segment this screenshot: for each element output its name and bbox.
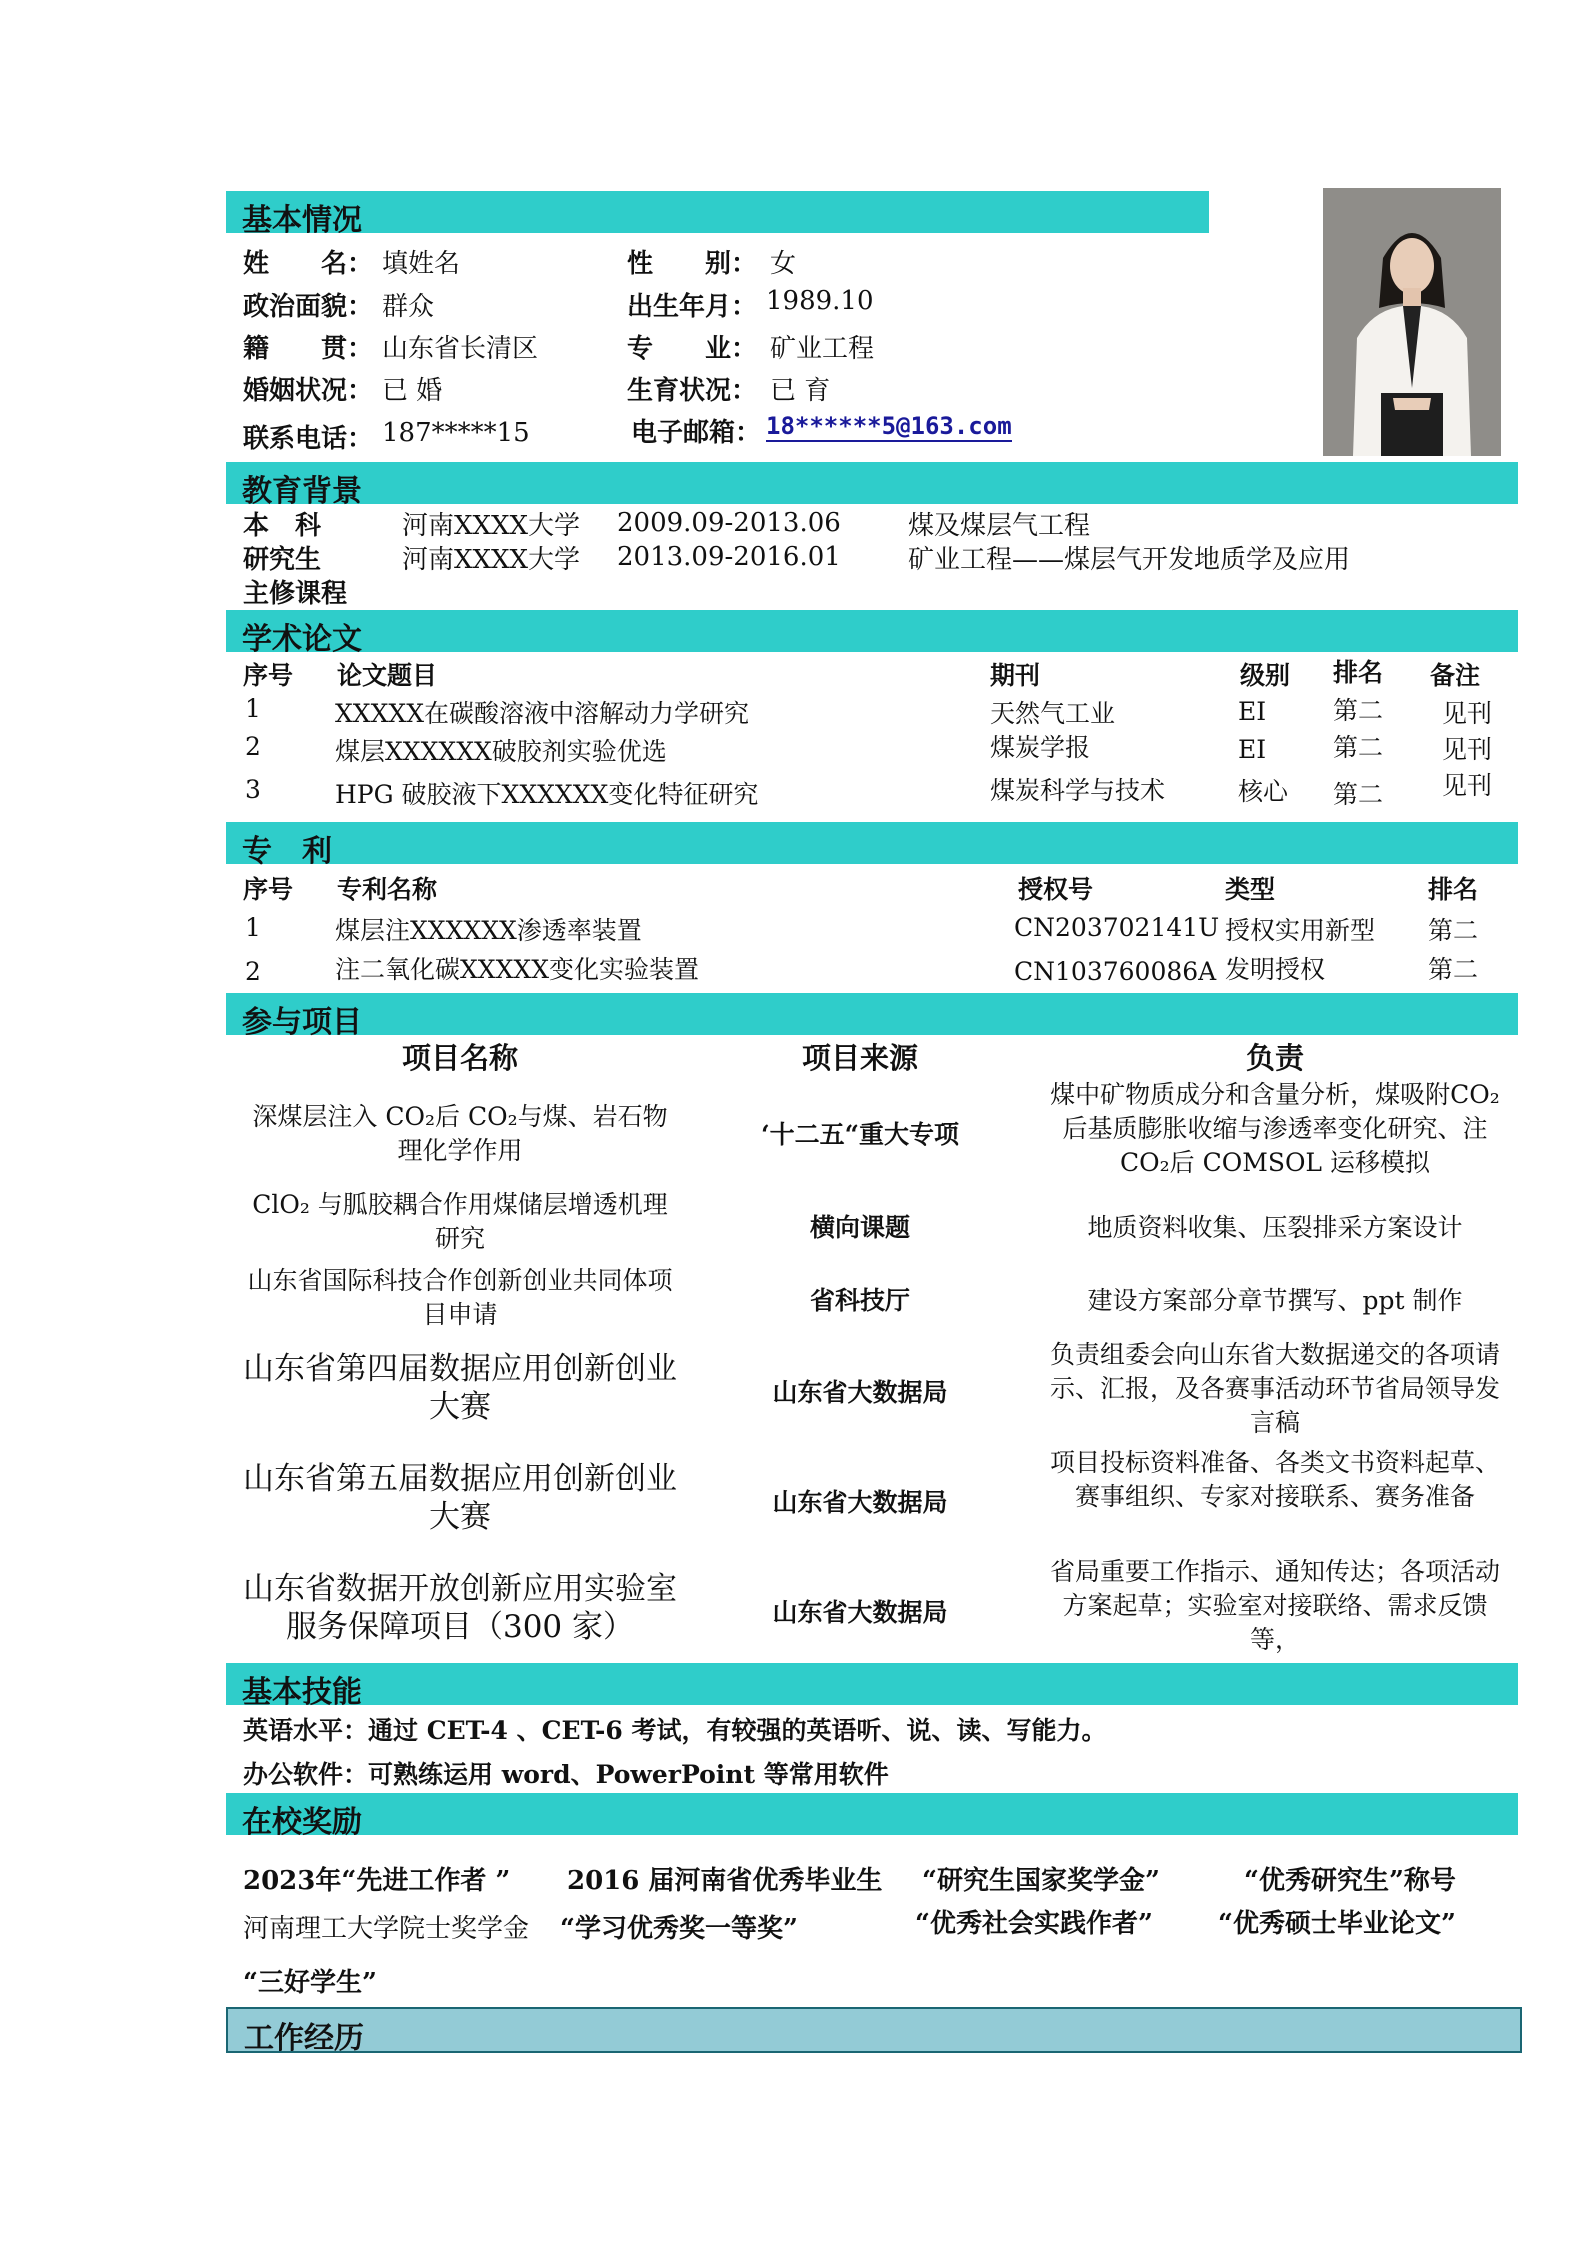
english-label: 英语水平： bbox=[243, 1716, 369, 1745]
origin-value: 山东省长清区 bbox=[382, 334, 539, 364]
project-name: 山东省国际科技合作创新创业共同体项目申请 bbox=[247, 1266, 673, 1329]
col-header: 排名 bbox=[1428, 875, 1479, 904]
award-item: “优秀社会实践作者” bbox=[915, 1909, 1153, 1939]
section-basic-header bbox=[226, 191, 1209, 238]
col-header: 排名 bbox=[1333, 658, 1384, 687]
patent-no: 1 bbox=[245, 913, 261, 942]
paper-journal: 煤炭学报 bbox=[990, 733, 1091, 762]
gender-value: 女 bbox=[770, 249, 797, 279]
project-source: 省科技厅 bbox=[809, 1286, 910, 1315]
paper-rank: 第二 bbox=[1333, 780, 1384, 809]
section-awards-header bbox=[226, 1793, 1518, 1840]
patent-rank: 第二 bbox=[1428, 916, 1479, 945]
section-papers-header bbox=[226, 610, 1518, 657]
col-header: 负责 bbox=[1245, 1041, 1304, 1075]
paper-no: 1 bbox=[245, 694, 261, 723]
patent-name: 煤层注XXXXXX渗透率装置 bbox=[335, 916, 642, 945]
courses-label: 主修课程 bbox=[243, 579, 348, 609]
edu-major: 矿业工程——煤层气开发地质学及应用 bbox=[908, 545, 1351, 575]
col-header: 授权号 bbox=[1018, 875, 1094, 904]
edu-period: 2013.09-2016.01 bbox=[617, 542, 841, 572]
col-header: 序号 bbox=[243, 875, 294, 904]
project-duty: 煤中矿物质成分和含量分析，煤吸附CO₂后基质膨胀收缩与渗透率变化研究、注 CO₂后 COMSOL 运移模拟 bbox=[1050, 1080, 1500, 1177]
marital-label: 婚姻状况： bbox=[243, 376, 374, 406]
phone-label: 联系电话： bbox=[243, 424, 374, 454]
project-source: 山东省大数据局 bbox=[772, 1488, 948, 1517]
edu-degree: 研究生 bbox=[243, 545, 322, 575]
col-header: 序号 bbox=[243, 661, 294, 690]
patent-name: 注二氧化碳XXXXX变化实验装置 bbox=[335, 955, 699, 984]
section-title: 基本情况 bbox=[242, 203, 362, 238]
edu-period: 2009.09-2013.06 bbox=[617, 508, 841, 538]
edu-school: 河南XXXX大学 bbox=[402, 545, 581, 575]
paper-level: EI bbox=[1238, 735, 1267, 764]
award-item: “优秀硕士毕业论文” bbox=[1218, 1909, 1456, 1939]
paper-journal: 天然气工业 bbox=[990, 699, 1116, 728]
office-label: 办公软件： bbox=[243, 1760, 369, 1789]
birth-value: 1989.10 bbox=[766, 286, 874, 316]
col-header: 项目来源 bbox=[801, 1041, 918, 1075]
paper-no: 3 bbox=[245, 775, 261, 804]
project-name: 山东省数据开放创新应用实验室服务保障项目（300 家） bbox=[243, 1571, 677, 1645]
patent-type: 发明授权 bbox=[1225, 955, 1326, 984]
edu-degree: 本 科 bbox=[243, 511, 322, 541]
project-source: 山东省大数据局 bbox=[772, 1378, 948, 1407]
profile-photo-image bbox=[1323, 188, 1501, 456]
name-label: 姓 名： bbox=[243, 249, 374, 279]
award-item: 2023年“先进工作者 ” bbox=[243, 1866, 511, 1896]
section-title: 学术论文 bbox=[242, 622, 362, 657]
project-name: 山东省第四届数据应用创新创业大赛 bbox=[243, 1351, 677, 1425]
patent-type: 授权实用新型 bbox=[1225, 916, 1376, 945]
project-source: 横向课题 bbox=[809, 1213, 910, 1242]
major-value: 矿业工程 bbox=[770, 334, 875, 364]
project-source: 山东省大数据局 bbox=[772, 1598, 948, 1627]
col-header: 期刊 bbox=[990, 661, 1041, 690]
section-title: 专 利 bbox=[242, 834, 332, 869]
project-name: 深煤层注入 CO₂后 CO₂与煤、岩石物理化学作用 bbox=[252, 1102, 668, 1165]
col-header: 项目名称 bbox=[401, 1041, 518, 1075]
political-label: 政治面貌： bbox=[243, 292, 374, 322]
fertility-label: 生育状况： bbox=[627, 376, 758, 406]
paper-level: 核心 bbox=[1238, 777, 1289, 806]
paper-title: HPG 破胶液下XXXXXX变化特征研究 bbox=[335, 780, 759, 809]
project-name: ClO₂ 与胍胶耦合作用煤储层增透机理研究 bbox=[252, 1190, 668, 1253]
patent-rank: 第二 bbox=[1428, 955, 1479, 984]
paper-note: 见刊 bbox=[1442, 771, 1493, 800]
patent-number: CN103760086A bbox=[1014, 957, 1217, 986]
col-header: 专利名称 bbox=[337, 875, 438, 904]
office-skill bbox=[243, 1755, 889, 1791]
col-header: 级别 bbox=[1240, 661, 1291, 690]
paper-rank: 第二 bbox=[1333, 696, 1384, 725]
patent-no: 2 bbox=[245, 957, 261, 986]
patent-number: CN203702141U bbox=[1014, 913, 1220, 942]
project-duty: 负责组委会向山东省大数据递交的各项请示、汇报，及各赛事活动环节省局领导发言稿 bbox=[1049, 1340, 1500, 1437]
paper-title: XXXXX在碳酸溶液中溶解动力学研究 bbox=[335, 699, 749, 728]
section-title: 教育背景 bbox=[242, 474, 362, 509]
col-header: 论文题目 bbox=[337, 661, 438, 690]
origin-label: 籍 贯： bbox=[243, 334, 374, 364]
col-header: 类型 bbox=[1225, 875, 1276, 904]
birth-label: 出生年月： bbox=[627, 292, 758, 322]
profile-photo bbox=[1323, 188, 1501, 456]
col-header: 备注 bbox=[1430, 661, 1481, 690]
paper-title: 煤层XXXXXX破胶剂实验优选 bbox=[335, 737, 667, 766]
gender-label: 性 别： bbox=[627, 249, 758, 279]
project-name: 山东省第五届数据应用创新创业大赛 bbox=[243, 1461, 677, 1535]
award-item: “学习优秀奖一等奖” bbox=[560, 1914, 798, 1944]
paper-no: 2 bbox=[245, 732, 261, 761]
english-value: 通过 CET-4 、CET-6 考试，有较强的英语听、说、读、写能力。 bbox=[368, 1716, 1107, 1745]
phone-value: 187*****15 bbox=[382, 418, 530, 448]
award-item: “研究生国家奖学金” bbox=[922, 1866, 1160, 1896]
office-value: 可熟练运用 word、PowerPoint 等常用软件 bbox=[368, 1760, 889, 1789]
award-item: 2016 届河南省优秀毕业生 bbox=[567, 1866, 883, 1896]
section-patents-header bbox=[226, 822, 1518, 869]
section-title: 工作经历 bbox=[244, 2021, 364, 2056]
paper-rank: 第二 bbox=[1333, 733, 1384, 762]
section-title: 在校奖励 bbox=[242, 1805, 362, 1840]
edu-major: 煤及煤层气工程 bbox=[908, 511, 1091, 541]
english-skill bbox=[243, 1711, 1107, 1747]
edu-school: 河南XXXX大学 bbox=[402, 511, 581, 541]
award-item: “优秀研究生”称号 bbox=[1244, 1866, 1456, 1896]
project-duty: 省局重要工作指示、通知传达；各项活动方案起草；实验室对接联络、需求反馈等， bbox=[1049, 1557, 1500, 1654]
name-value: 填姓名 bbox=[382, 249, 461, 279]
paper-level: EI bbox=[1238, 697, 1267, 726]
email-link[interactable]: 18******5@163.com bbox=[766, 412, 1012, 440]
fertility-value: 已 育 bbox=[770, 376, 831, 406]
section-title: 参与项目 bbox=[242, 1005, 362, 1040]
paper-note: 见刊 bbox=[1442, 735, 1493, 764]
political-value: 群众 bbox=[382, 292, 435, 322]
section-title: 基本技能 bbox=[242, 1675, 362, 1710]
award-item: “三好学生” bbox=[243, 1968, 377, 1998]
paper-note: 见刊 bbox=[1442, 699, 1493, 728]
marital-value: 已 婚 bbox=[382, 376, 443, 406]
section-projects-header bbox=[226, 993, 1518, 1040]
project-duty: 建设方案部分章节撰写、ppt 制作 bbox=[1087, 1286, 1463, 1315]
project-source: ‘十二五“重大专项 bbox=[760, 1120, 960, 1149]
award-item: 河南理工大学院士奖学金 bbox=[243, 1914, 530, 1944]
major-label: 专 业： bbox=[627, 334, 758, 364]
email-label: 电子邮箱： bbox=[631, 418, 762, 448]
section-work-header bbox=[226, 2007, 1522, 2056]
project-duty: 地质资料收集、压裂排采方案设计 bbox=[1087, 1213, 1463, 1242]
section-skills-header bbox=[226, 1663, 1518, 1710]
project-duty: 项目投标资料准备、各类文书资料起草、赛事组织、专家对接联系、赛务准备 bbox=[1049, 1448, 1500, 1511]
section-education-header bbox=[226, 462, 1518, 509]
paper-journal: 煤炭科学与技术 bbox=[990, 776, 1166, 805]
